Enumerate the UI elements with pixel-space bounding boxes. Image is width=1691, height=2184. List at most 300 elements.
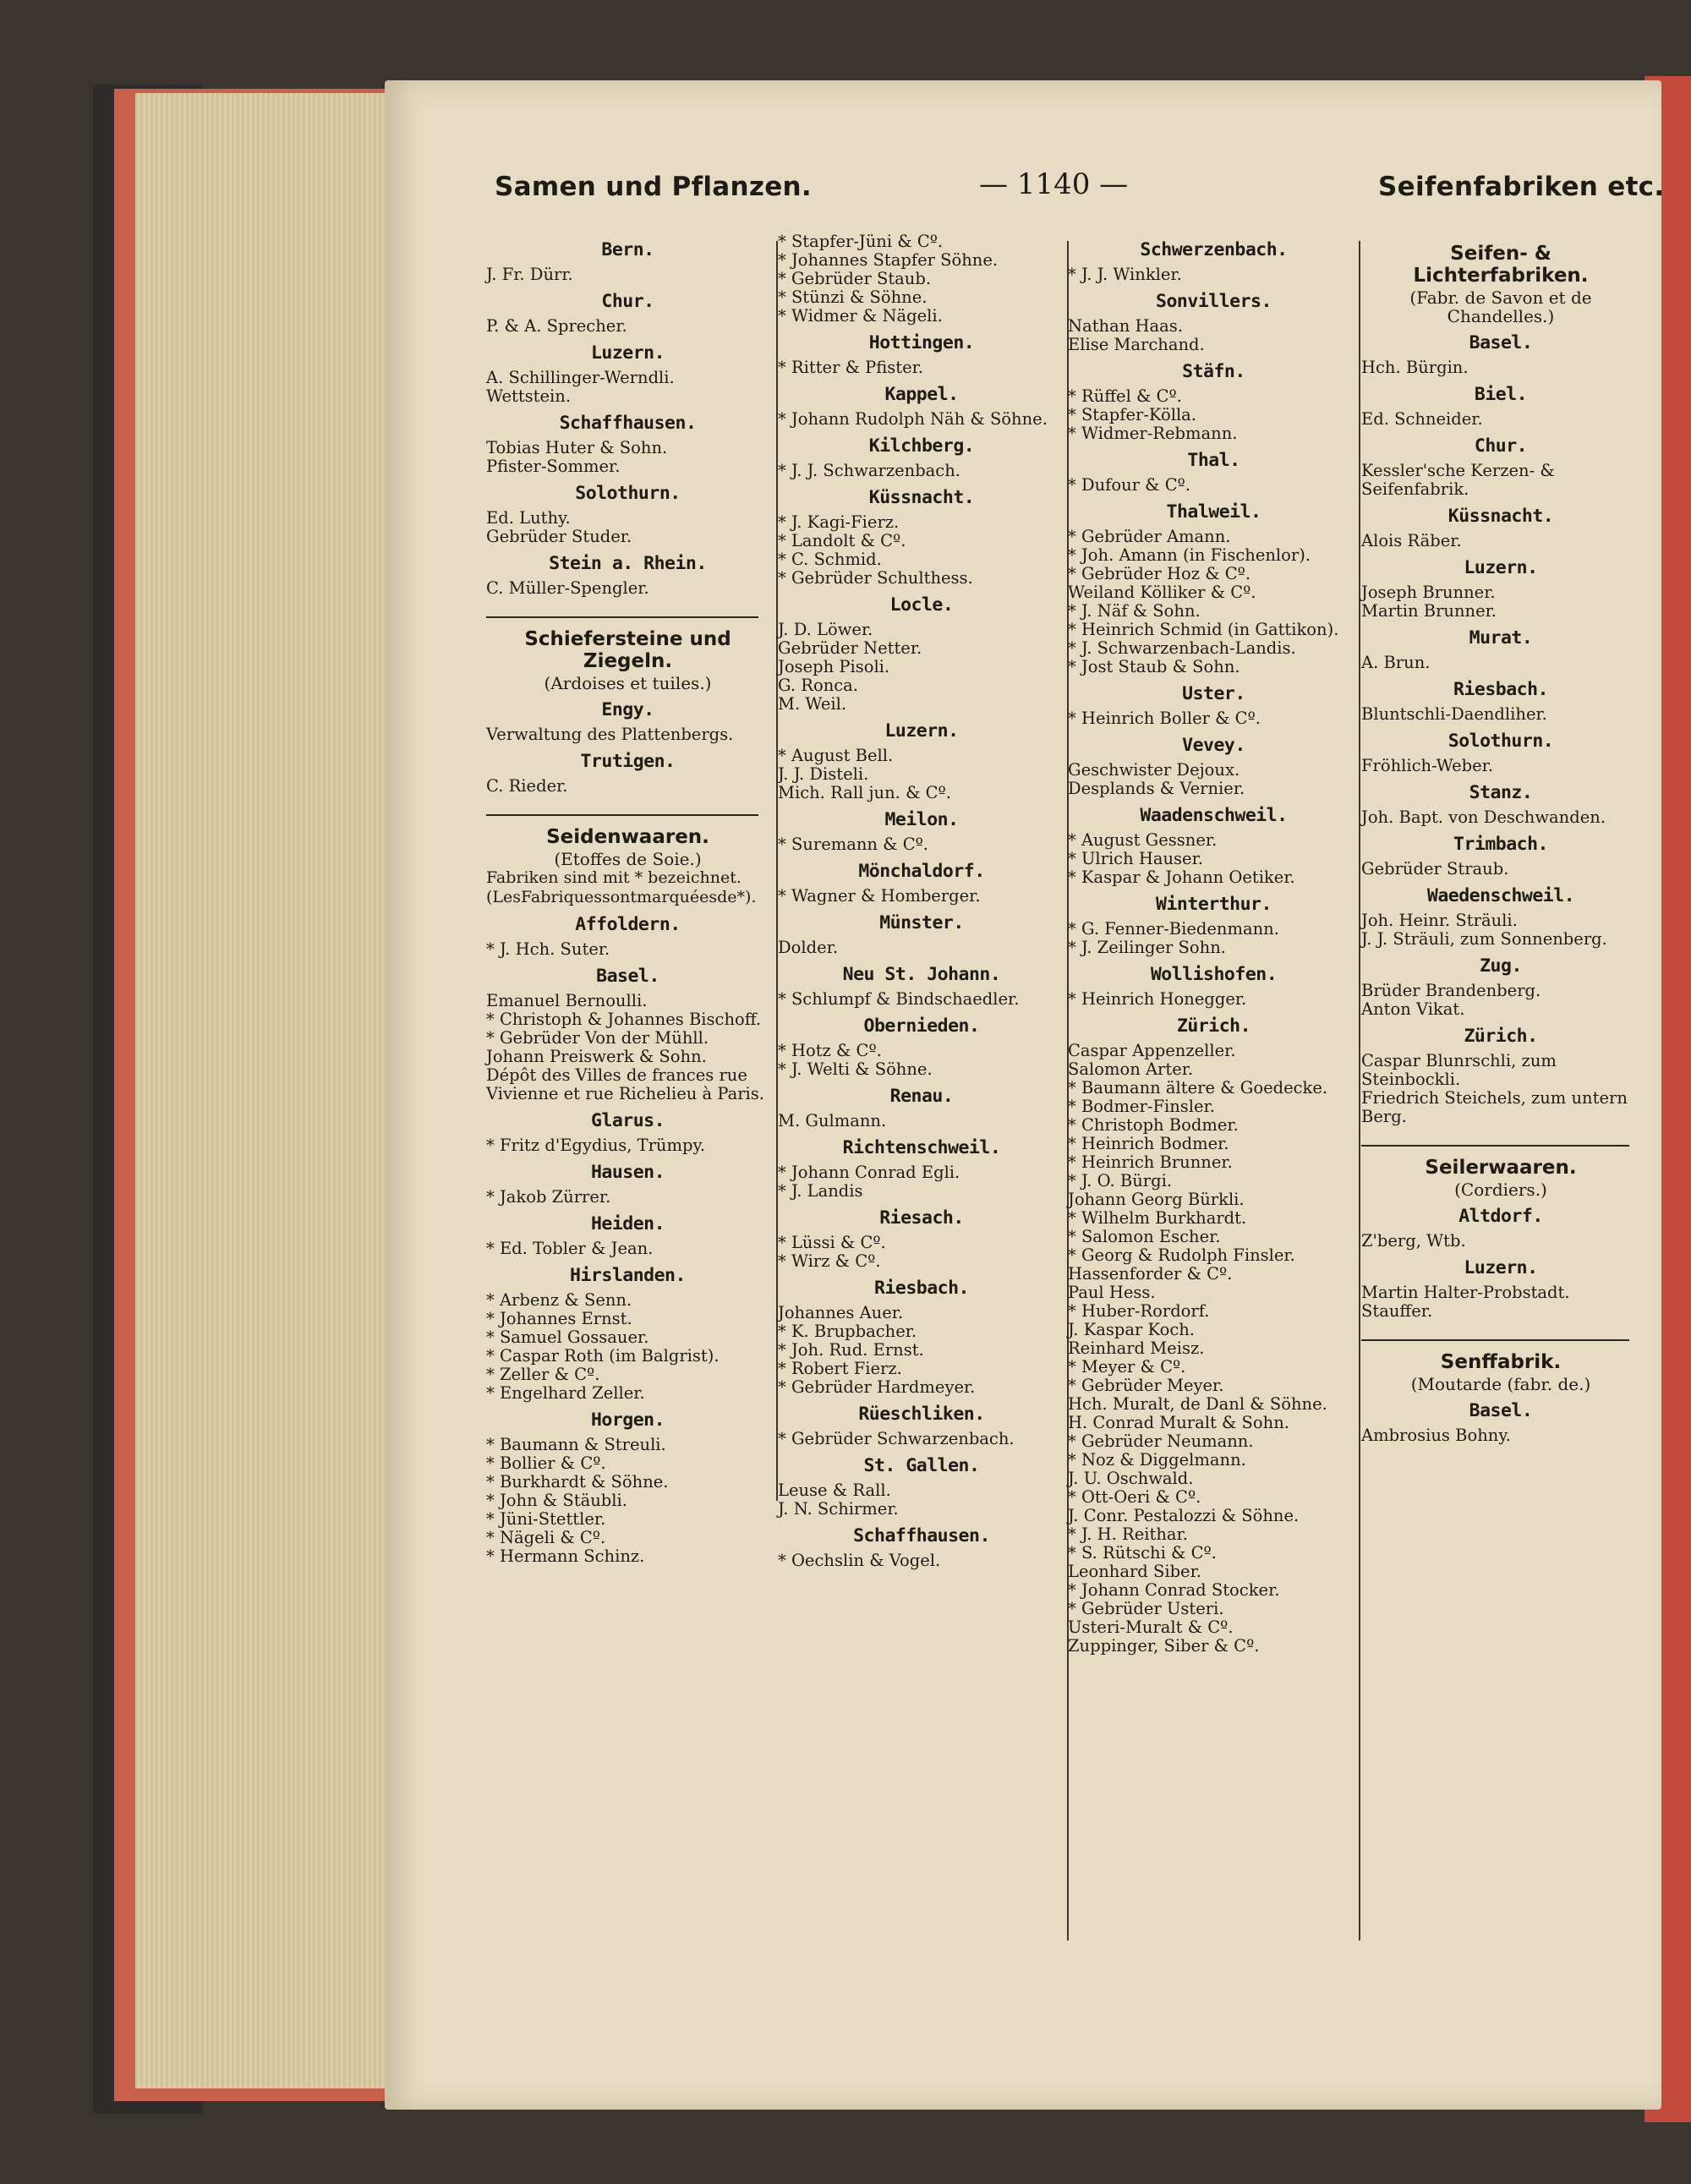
directory-entry: J. D. Löwer.	[778, 620, 873, 639]
directory-section	[486, 1215, 769, 1258]
directory-entry: Weiland Kölliker & Cº.	[1068, 583, 1256, 602]
directory-section	[778, 334, 1065, 377]
directory-section	[1361, 835, 1640, 879]
place-heading: Basel.	[1469, 1400, 1533, 1421]
directory-section	[486, 814, 769, 907]
directory-section	[1361, 507, 1640, 550]
place-heading: Schaffhausen.	[559, 413, 697, 434]
directory-entry: * Oechslin & Vogel.	[778, 1551, 941, 1570]
directory-entry: Tobias Huter & Sohn.	[486, 438, 668, 457]
directory-entry: H. Conrad Muralt & Sohn.	[1068, 1413, 1289, 1432]
directory-section	[486, 1112, 769, 1155]
directory-entry: * John & Stäubli.	[486, 1491, 627, 1510]
place-heading: Küssnacht.	[868, 487, 975, 508]
place-heading: Riesach.	[879, 1207, 964, 1229]
place-heading: Bern.	[601, 239, 654, 260]
directory-entry: * Christoph & Johannes Bischoff.	[486, 1010, 762, 1029]
directory-entry: * Hermann Schinz.	[486, 1546, 645, 1566]
directory-section	[1361, 1339, 1640, 1393]
directory-entry: Caspar Appenzeller.	[1068, 1041, 1236, 1060]
directory-entry: J. Kaspar Koch.	[1068, 1320, 1195, 1339]
directory-entry: A. Schillinger-Werndli.	[486, 368, 675, 387]
directory-entry: * August Gessner.	[1068, 830, 1218, 850]
directory-entry: Leuse & Rall.	[778, 1481, 891, 1500]
directory-section	[1361, 1259, 1640, 1321]
place-heading: Murat.	[1469, 627, 1533, 649]
directory-section	[486, 1163, 769, 1207]
directory-entry: Friedrich Steichels, zum untern Berg.	[1361, 1088, 1628, 1126]
category-subtitle: (Moutarde (fabr. de.)	[1410, 1374, 1591, 1394]
place-heading: Locle.	[889, 594, 954, 616]
directory-section	[778, 1457, 1065, 1519]
place-heading: Zürich.	[1464, 1026, 1538, 1047]
place-heading: Stein a. Rhein.	[549, 553, 707, 574]
directory-section	[778, 386, 1065, 429]
column-2	[778, 233, 1065, 1570]
directory-section	[778, 233, 1065, 326]
directory-entry: * Gebrüder Amann.	[1068, 527, 1231, 546]
category-heading: Senffabrik.	[1440, 1351, 1562, 1373]
place-heading: Wollishofen.	[1150, 964, 1278, 985]
place-heading: Meilon.	[884, 809, 959, 830]
section-rule	[486, 616, 758, 618]
directory-entry: Salomon Arter.	[1068, 1059, 1194, 1079]
place-heading: Zürich.	[1176, 1015, 1251, 1037]
place-heading: Rüeschliken.	[858, 1404, 985, 1425]
directory-entry: Gebrüder Studer.	[486, 527, 632, 546]
place-heading: Kappel.	[884, 384, 959, 405]
directory-entry: * J. Schwarzenbach-Landis.	[1068, 638, 1296, 658]
directory-entry: * Caspar Roth (im Balgrist).	[486, 1346, 720, 1366]
directory-entry: J. J. Sträuli, zum Sonnenberg.	[1361, 929, 1607, 949]
section-rule	[1361, 1339, 1629, 1341]
directory-section	[486, 555, 769, 598]
directory-entry: * Heinrich Boller & Cº.	[1068, 709, 1261, 728]
section-rule	[486, 814, 758, 816]
directory-section	[1361, 957, 1640, 1019]
place-heading: Waadenschweil.	[1140, 805, 1288, 826]
directory-section	[486, 916, 769, 959]
place-heading: Chur.	[1474, 435, 1528, 457]
directory-section	[1361, 386, 1640, 429]
place-heading: Kilchberg.	[868, 435, 975, 457]
directory-section	[1361, 437, 1640, 499]
directory-entry: M. Weil.	[778, 694, 847, 714]
directory-entry: * Johann Conrad Stocker.	[1068, 1580, 1280, 1600]
directory-entry: Joseph Pisoli.	[778, 657, 890, 676]
place-heading: Heiden.	[590, 1213, 665, 1234]
directory-section	[486, 701, 769, 744]
directory-section	[1068, 736, 1360, 798]
directory-entry: * Robert Fierz.	[778, 1359, 902, 1378]
directory-entry: G. Ronca.	[778, 676, 859, 695]
directory-entry: Mich. Rall jun. & Cº.	[778, 783, 951, 802]
directory-section	[486, 241, 769, 284]
directory-entry: * Hotz & Cº.	[778, 1041, 882, 1060]
directory-section	[778, 862, 1065, 906]
directory-entry: * Joh. Rud. Ernst.	[778, 1340, 924, 1360]
directory-entry: * Gebrüder Staub.	[778, 269, 932, 288]
directory-entry: * Lüssi & Cº.	[778, 1233, 886, 1252]
directory-entry: * Heinrich Schmid (in Gattikon).	[1068, 620, 1339, 639]
directory-section	[1361, 334, 1640, 377]
directory-entry: Martin Halter-Probstadt.	[1361, 1283, 1570, 1302]
directory-entry: * Samuel Gossauer.	[486, 1327, 649, 1347]
directory-section	[486, 753, 769, 796]
directory-entry: * Johann Rudolph Näh & Söhne.	[778, 409, 1048, 429]
directory-section	[1068, 807, 1360, 887]
directory-entry: * Baumann ältere & Goedecke.	[1068, 1078, 1328, 1097]
directory-entry: * Nägeli & Cº.	[486, 1528, 606, 1547]
directory-section	[778, 437, 1065, 480]
directory-section	[1068, 293, 1360, 354]
page-number: — 1140 —	[979, 167, 1129, 201]
directory-entry: * J. J. Winkler.	[1068, 265, 1182, 284]
directory-entry: * Jüni-Stettler.	[486, 1509, 606, 1529]
directory-entry: * J. J. Schwarzenbach.	[778, 461, 960, 480]
directory-entry: * Gebrüder Schwarzenbach.	[778, 1429, 1015, 1448]
directory-entry: Martin Brunner.	[1361, 601, 1497, 621]
place-heading: Basel.	[596, 966, 659, 987]
place-heading: Uster.	[1182, 683, 1245, 704]
directory-entry: * Johannes Stapfer Söhne.	[778, 250, 999, 270]
directory-entry: * Stapfer-Kölla.	[1068, 405, 1197, 424]
place-heading: Zug.	[1480, 955, 1522, 977]
directory-entry: * Gebrüder Von der Mühll.	[486, 1028, 709, 1048]
directory-entry: A. Brun.	[1361, 653, 1431, 672]
directory-entry: * J. Welti & Söhne.	[778, 1059, 933, 1079]
directory-entry: P. & A. Sprecher.	[486, 316, 627, 336]
directory-section	[778, 1139, 1065, 1201]
directory-entry: Desplands & Vernier.	[1068, 779, 1245, 798]
directory-entry: Reinhard Meisz.	[1068, 1338, 1205, 1358]
place-heading: St. Gallen.	[863, 1455, 980, 1476]
place-heading: Mönchaldorf.	[858, 861, 985, 882]
category-heading: Seilerwaaren.	[1425, 1157, 1577, 1179]
directory-entry: * Heinrich Brunner.	[1068, 1152, 1233, 1172]
directory-entry: * Dufour & Cº.	[1068, 475, 1191, 495]
directory-section	[1361, 1402, 1640, 1445]
place-heading: Biel.	[1474, 384, 1528, 405]
category-subtitle: (Fabr. de Savon et de Chandelles.)	[1409, 287, 1592, 326]
directory-section	[778, 489, 1065, 588]
directory-section	[1361, 732, 1640, 775]
directory-entry: Verwaltung des Plattenbergs.	[486, 725, 734, 744]
directory-section	[778, 1405, 1065, 1448]
column-4	[1361, 233, 1640, 1445]
directory-entry: * Salomon Escher.	[1068, 1227, 1221, 1246]
directory-entry: * Stünzi & Söhne.	[778, 287, 928, 307]
directory-entry: * Ott-Oeri & Cº.	[1068, 1487, 1201, 1507]
directory-section	[486, 293, 769, 336]
directory-section	[1068, 1017, 1360, 1656]
category-heading: Seidenwaaren.	[546, 826, 709, 848]
place-heading: Solothurn.	[1447, 731, 1554, 752]
directory-entry: J. N. Schirmer.	[778, 1499, 899, 1519]
directory-entry: * Arbenz & Senn.	[486, 1290, 632, 1310]
directory-entry: * Noz & Diggelmann.	[1068, 1450, 1246, 1470]
directory-section	[1068, 966, 1360, 1009]
directory-entry: Joh. Heinr. Sträuli.	[1361, 911, 1518, 930]
directory-entry: Johann Preiswerk & Sohn.	[486, 1047, 707, 1066]
directory-entry: Dépôt des Villes de frances rue Vivienne et rue Richelieu à Paris.	[486, 1065, 764, 1103]
directory-section	[1068, 452, 1360, 495]
place-heading: Horgen.	[590, 1409, 665, 1431]
directory-section	[1068, 503, 1360, 676]
place-heading: Solothurn.	[575, 483, 681, 504]
directory-entry: * Wirz & Cº.	[778, 1251, 881, 1271]
directory-entry: * Heinrich Honegger.	[1068, 989, 1247, 1009]
directory-entry: Alois Räber.	[1361, 531, 1462, 550]
place-heading: Stäfn.	[1182, 361, 1245, 382]
section-rule	[1361, 1145, 1629, 1147]
directory-entry: C. Müller-Spengler.	[486, 578, 649, 598]
directory-entry: Wettstein.	[486, 386, 572, 406]
directory-entry: Stauffer.	[1361, 1301, 1433, 1321]
directory-entry: * Ulrich Hauser.	[1068, 849, 1203, 868]
directory-section	[1361, 1027, 1640, 1126]
directory-entry: * Wilhelm Burkhardt.	[1068, 1208, 1247, 1228]
directory-entry: Ed. Luthy.	[486, 508, 571, 528]
directory-section	[1361, 559, 1640, 621]
place-heading: Riesbach.	[874, 1278, 969, 1299]
directory-section	[486, 414, 769, 476]
place-heading: Hirslanden.	[570, 1265, 686, 1286]
directory-entry: * Schlumpf & Bindschaedler.	[778, 989, 1020, 1009]
category-subtitle: (Etoffes de Soie.)	[554, 849, 702, 869]
directory-section	[778, 966, 1065, 1009]
directory-entry: * Georg & Rudolph Finsler.	[1068, 1245, 1295, 1265]
directory-entry: Joh. Bapt. von Deschwanden.	[1361, 807, 1606, 827]
place-heading: Neu St. Johann.	[842, 964, 1001, 985]
directory-entry: Fröhlich-Weber.	[1361, 756, 1494, 775]
category-heading: Seifen- & Lichterfabriken.	[1413, 243, 1589, 287]
directory-entry: Hassenforder & Cº.	[1068, 1264, 1233, 1284]
directory-entry: * G. Fenner-Biedenmann.	[1068, 919, 1279, 939]
directory-entry: * Gebrüder Hoz & Cº.	[1068, 564, 1251, 583]
directory-section	[486, 1267, 769, 1403]
directory-entry: Dolder.	[778, 938, 839, 957]
directory-section	[1361, 243, 1640, 326]
directory-entry: Paul Hess.	[1068, 1283, 1156, 1302]
directory-entry: * Gebrüder Usteri.	[1068, 1599, 1224, 1618]
directory-entry: * Gebrüder Schulthess.	[778, 568, 973, 588]
directory-entry: * Stapfer-Jüni & Cº.	[778, 232, 944, 251]
directory-entry: Z'berg, Wtb.	[1361, 1231, 1466, 1251]
category-heading: Schiefersteine und Ziegeln.	[524, 628, 731, 672]
directory-entry: J. Conr. Pestalozzi & Söhne.	[1068, 1506, 1300, 1525]
directory-entry: * Landolt & Cº.	[778, 531, 906, 550]
directory-entry: Ed. Schneider.	[1361, 409, 1483, 429]
directory-entry: * Christoph Bodmer.	[1068, 1115, 1239, 1135]
directory-section	[778, 1527, 1065, 1570]
directory-section	[778, 596, 1065, 714]
column-1	[486, 233, 769, 1566]
place-heading: Münster.	[879, 912, 964, 933]
directory-section	[486, 1411, 769, 1566]
directory-entry: * J. Kagi-Fierz.	[778, 512, 900, 532]
directory-entry: Joseph Brunner.	[1361, 583, 1496, 602]
place-heading: Trimbach.	[1453, 834, 1548, 855]
place-heading: Obernieden.	[863, 1015, 980, 1037]
place-heading: Luzern.	[1464, 557, 1538, 578]
directory-section	[778, 1017, 1065, 1079]
directory-entry: * J. Näf & Sohn.	[1068, 601, 1201, 621]
directory-entry: * Gebrüder Meyer.	[1068, 1376, 1224, 1395]
category-subtitle: (Ardoises et tuiles.)	[544, 673, 712, 693]
directory-section	[1068, 241, 1360, 284]
place-heading: Stanz.	[1469, 782, 1533, 803]
place-heading: Riesbach.	[1453, 679, 1548, 700]
directory-section	[1068, 363, 1360, 443]
directory-section	[1068, 685, 1360, 728]
directory-entry: * Zeller & Cº.	[486, 1365, 600, 1384]
place-heading: Thal.	[1187, 450, 1240, 471]
directory-entry: * Baumann & Streuli.	[486, 1435, 666, 1454]
directory-entry: Geschwister Dejoux.	[1068, 760, 1240, 780]
directory-entry: J. U. Oschwald.	[1068, 1469, 1194, 1488]
directory-entry: * Bollier & Cº.	[486, 1453, 606, 1473]
category-subtitle: (Cordiers.)	[1454, 1180, 1547, 1200]
directory-entry: * Jakob Zürrer.	[486, 1187, 611, 1207]
place-heading: Affoldern.	[575, 914, 681, 935]
directory-entry: * Gebrüder Neumann.	[1068, 1431, 1254, 1451]
place-heading: Waedenschweil.	[1426, 885, 1575, 906]
directory-entry: * Jost Staub & Sohn.	[1068, 657, 1240, 676]
directory-entry: * Joh. Amann (in Fischenlor).	[1068, 545, 1311, 565]
directory-entry: * August Bell.	[778, 746, 894, 765]
directory-section	[1361, 784, 1640, 827]
directory-entry: Johannes Auer.	[778, 1303, 904, 1322]
place-heading: Engy.	[601, 699, 654, 720]
place-heading: Luzern.	[590, 342, 665, 364]
place-heading: Küssnacht.	[1447, 506, 1554, 527]
place-heading: Hottingen.	[868, 332, 975, 353]
directory-entry: * Wagner & Homberger.	[778, 886, 981, 906]
directory-entry: Usteri-Muralt & Cº.	[1068, 1617, 1234, 1637]
directory-entry: Anton Vikat.	[1361, 999, 1465, 1019]
directory-entry: * Ritter & Pfister.	[778, 358, 924, 377]
directory-section	[778, 1087, 1065, 1130]
directory-section	[486, 616, 769, 692]
directory-entry: Zuppinger, Siber & Cº.	[1068, 1636, 1260, 1656]
directory-entry: Nathan Haas.	[1068, 316, 1183, 336]
directory-section	[486, 344, 769, 406]
directory-entry: Ambrosius Bohny.	[1361, 1426, 1511, 1445]
directory-entry: * J. O. Bürgi.	[1068, 1171, 1173, 1191]
directory-entry: * Fritz d'Egydius, Trümpy.	[486, 1136, 706, 1155]
directory-section	[778, 914, 1065, 957]
directory-entry: Kessler'sche Kerzen- & Seifenfabrik.	[1361, 461, 1555, 499]
running-header-right: Seifenfabriken etc.	[1378, 172, 1665, 202]
directory-entry: * Rüffel & Cº.	[1068, 386, 1182, 406]
directory-section	[486, 484, 769, 546]
category-note: (LesFabriquessontmarquéesde*).	[486, 888, 757, 906]
place-heading: Altdorf.	[1458, 1206, 1543, 1227]
place-heading: Hausen.	[590, 1162, 665, 1183]
directory-entry: * Suremann & Cº.	[778, 835, 929, 854]
directory-entry: * Gebrüder Hardmeyer.	[778, 1377, 976, 1397]
place-heading: Richtenschweil.	[842, 1137, 1001, 1158]
place-heading: Trutigen.	[580, 751, 676, 772]
directory-entry: * C. Schmid.	[778, 550, 882, 569]
directory-entry: Brüder Brandenberg.	[1361, 981, 1541, 1000]
directory-entry: * Engelhard Zeller.	[486, 1383, 645, 1403]
running-header-left: Samen und Pflanzen.	[495, 172, 812, 202]
directory-entry: * Huber-Rordorf.	[1068, 1301, 1210, 1321]
directory-entry: Elise Marchand.	[1068, 335, 1205, 354]
directory-entry: * J. H. Reithar.	[1068, 1524, 1188, 1544]
directory-entry: C. Rieder.	[486, 776, 568, 796]
directory-entry: Johann Georg Bürkli.	[1068, 1190, 1245, 1209]
directory-entry: Gebrüder Netter.	[778, 638, 922, 658]
directory-entry: Pfister-Sommer.	[486, 457, 621, 476]
directory-entry: Caspar Blunrschli, zum Steinbockli.	[1361, 1051, 1557, 1089]
place-heading: Renau.	[889, 1086, 954, 1107]
directory-entry: * Ed. Tobler & Jean.	[486, 1239, 654, 1258]
directory-entry: Gebrüder Straub.	[1361, 859, 1509, 879]
place-heading: Luzern.	[884, 720, 959, 742]
place-heading: Vevey.	[1182, 735, 1245, 756]
directory-entry: * Burkhardt & Söhne.	[486, 1472, 669, 1492]
directory-entry: Hch. Muralt, de Danl & Söhne.	[1068, 1394, 1327, 1414]
place-heading: Luzern.	[1464, 1257, 1538, 1278]
directory-entry: * Widmer & Nägeli.	[778, 306, 943, 326]
directory-section	[778, 1279, 1065, 1397]
place-heading: Schaffhausen.	[853, 1525, 990, 1546]
directory-entry: * Widmer-Rebmann.	[1068, 424, 1238, 443]
page-edges	[135, 93, 389, 2088]
directory-section	[778, 1209, 1065, 1271]
directory-entry: * J. Zeilinger Sohn.	[1068, 938, 1226, 957]
place-heading: Chur.	[601, 291, 654, 312]
place-heading: Schwerzenbach.	[1140, 239, 1288, 260]
place-heading: Sonvillers.	[1156, 291, 1272, 312]
place-heading: Thalweil.	[1166, 501, 1261, 523]
column-3	[1068, 233, 1360, 1656]
directory-entry: * J. Hch. Suter.	[486, 939, 610, 959]
directory-entry: * Kaspar & Johann Oetiker.	[1068, 868, 1295, 887]
directory-section	[778, 811, 1065, 854]
directory-entry: * K. Brupbacher.	[778, 1322, 917, 1341]
directory-entry: Hch. Bürgin.	[1361, 358, 1469, 377]
directory-entry: * Johann Conrad Egli.	[778, 1163, 960, 1182]
place-heading: Winterthur.	[1156, 894, 1272, 915]
directory-entry: M. Gulmann.	[778, 1111, 887, 1130]
directory-section	[778, 722, 1065, 802]
directory-entry: J. J. Disteli.	[778, 764, 869, 784]
directory-section	[1361, 887, 1640, 949]
directory-entry: J. Fr. Dürr.	[486, 265, 573, 284]
directory-entry: * Heinrich Bodmer.	[1068, 1134, 1229, 1153]
place-heading: Basel.	[1469, 332, 1533, 353]
directory-section	[486, 967, 769, 1103]
directory-section	[1068, 895, 1360, 957]
directory-entry: Leonhard Siber.	[1068, 1562, 1201, 1581]
directory-section	[1361, 629, 1640, 672]
directory-entry: * J. Landis	[778, 1181, 863, 1201]
directory-entry: * S. Rütschi & Cº.	[1068, 1543, 1217, 1563]
directory-section	[1361, 681, 1640, 724]
directory-entry: Bluntschli-Daendliher.	[1361, 704, 1547, 724]
directory-section	[1361, 1207, 1640, 1251]
directory-entry: * Meyer & Cº.	[1068, 1357, 1186, 1377]
directory-entry: * Johannes Ernst.	[486, 1309, 632, 1328]
category-note: Fabriken sind mit * bezeichnet.	[486, 868, 742, 887]
place-heading: Glarus.	[590, 1110, 665, 1131]
directory-entry: * Bodmer-Finsler.	[1068, 1097, 1215, 1116]
directory-entry: Emanuel Bernoulli.	[486, 991, 648, 1010]
